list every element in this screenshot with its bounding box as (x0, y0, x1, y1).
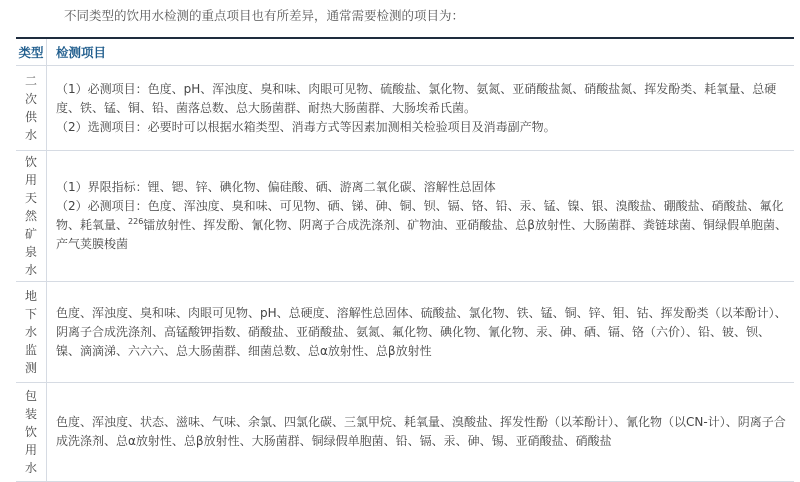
isotope-superscript: 226 (128, 217, 144, 226)
type-label: 地 下 水 监 测 (24, 289, 37, 375)
table-row (16, 282, 794, 383)
header-items: 检测项目 (47, 38, 795, 66)
type-cell (16, 282, 47, 383)
table-row (16, 383, 794, 482)
table-row (16, 151, 794, 282)
type-cell (16, 383, 47, 482)
header-type: 类型 (16, 38, 47, 66)
items-paragraph: （1）界限指标：锂、锶、锌、碘化物、偏硅酸、硒、游离二氧化碳、溶解性总固体 (56, 180, 496, 194)
water-test-table (16, 37, 794, 482)
items-cell (47, 66, 795, 151)
items-text: （2）必测项目：色度、浑浊度、臭和味、可见物、硒、锑、砷、铜、钡、镉、铬、铅、汞、锰、镍、银、溴酸盐、硼酸盐、硝酸盐、氟化物、耗氧量、 (56, 199, 784, 232)
type-label: 二 次 供 水 (24, 74, 37, 142)
type-label: 饮 用 天 然 矿 泉 水 (24, 155, 37, 277)
items-paragraph: （2）选测项目：必要时可以根据水箱类型、消毒方式等因素加测相关检验项目及消毒副产物。 (56, 119, 556, 134)
table-row (16, 66, 794, 151)
table-header-row (16, 38, 794, 66)
items-text: 镭放射性、挥发酚、氰化物、阴离子合成洗涤剂、矿物油、亚硝酸盐、总β放射性、大肠菌群、粪链球菌、铜绿假单胞菌、产气荚膜梭菌 (56, 218, 787, 251)
items-paragraph: （1）必测项目：色度、pH、浑浊度、臭和味、肉眼可见物、硫酸盐、氯化物、氨氮、亚硝酸盐氮、硝酸盐氮、挥发酚类、耗氧量、总硬度、铁、锰、铜、铅、菌落总数、总大肠菌群、耐热大肠菌群、大肠埃希氏菌。 (56, 81, 777, 115)
items-paragraph (56, 197, 788, 254)
items-cell (47, 282, 795, 383)
items-paragraph: 色度、浑浊度、状态、滋味、气味、余氯、四氯化碳、三氯甲烷、耗氧量、溴酸盐、挥发性酚（以苯酚计）、氰化物（以CN-计）、阴离子合成洗涤剂、总α放射性、总β放射性、大肠菌群、铜绿假单胞菌、铅、镉、汞、砷、锡、亚硝酸盐、硝酸盐 (56, 415, 786, 448)
items-cell (47, 383, 795, 482)
type-cell (16, 151, 47, 282)
items-paragraph: 色度、浑浊度、臭和味、肉眼可见物、pH、总硬度、溶解性总固体、硫酸盐、氯化物、铁、锰、铜、锌、钼、钴、挥发酚类（以苯酚计）、阴离子合成洗涤剂、高锰酸钾指数、硝酸盐、亚硝酸盐、氨氮、氟化物、碘化物、氰化物、汞、砷、硒、镉、铬（六价）、铅、铍、钡、镍、滴滴涕、六六六、总大肠菌群、细菌总数、总α放射性、总β放射性 (56, 305, 787, 358)
intro-text: 不同类型的饮用水检测的重点项目也有所差异，通常需要检测的项目为： (64, 8, 465, 23)
items-cell (47, 151, 795, 282)
type-cell (16, 66, 47, 151)
type-label: 包 装 饮 用 水 (24, 389, 37, 475)
